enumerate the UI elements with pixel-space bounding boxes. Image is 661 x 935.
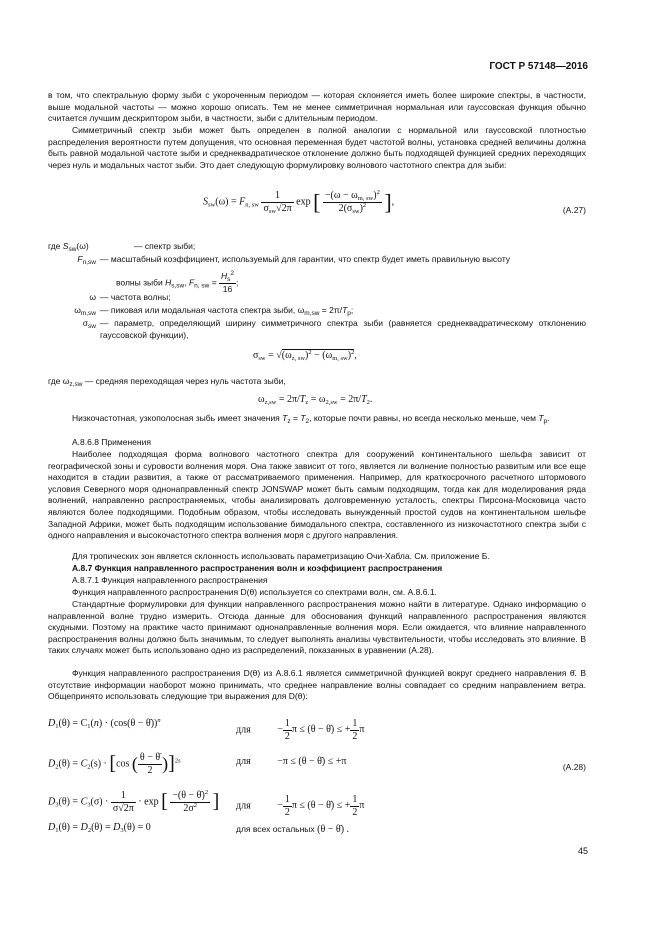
equation-number-a27: (A.27) <box>562 205 586 215</box>
definition-text: — средняя переходящая через нуль частота зыби, <box>84 376 286 386</box>
equation-number-a28: (A.28) <box>562 762 586 772</box>
paragraph-symmetric-spectrum: Симметричный спектр зыби может быть определен в полной аналогии с нормальной или гауссовской плотностью распределения вероятности путем допущения, что основная переменная будет частотой волны, установка средней величины должна быть равной модальной частоте зыби и среднеквадратическое отклонение должно быть подходящей функцией средних переходящих через нуль и модальных частот зыби. Это дает следующую формулировку волнового частотного спектра для зыби: <box>48 125 586 170</box>
paragraph-applications: Наиболее подходящая форма волнового частотного спектра для сооружений континентального шельфа зависит от географической зоны и суровости волнения моря. Она также зависит от того, является ли волнение полностью развитым или все еще находится в стадии развития, а также от рассматриваемого применения. Например, для краткосрочного расчетного штормового условия Северного моря однонаправленный спектр JONSWAP может быть самым подходящим, тогда как для моделирования ряда волнений, направленно распространяемых, чтобы анализировать долговременную усталость, спектры Пирсона-Московица часто являются более подходящими. Подобным образом, чтобы исследовать вынужденный простой судов на континентальном шельфе Западной Африки, может быть подходящим использование бимодального спектра, составленного из низкочастотного спектра зыби с одного направления и высокочастотного спектра волнения моря с другого направления. <box>48 449 586 541</box>
definition-text: — масштабный коэффициент, используемый для гарантии, что спектр будет иметь правильную высоту <box>100 254 511 264</box>
definition-text: — параметр, определяющий ширину симметричного спектра зыби (равняется среднеквадратическому отклонению гауссовской функции), <box>100 318 586 340</box>
equation-a27: $S_{sw}(\omega) = F_{n, sw}$ $\frac{1}{\sigma_{sw}√2\pi}$ exp [ $\frac{-(\omega - \omega_{m, sw})^2}{2(\sigma_{sw})^2}$ ], <box>203 189 395 215</box>
equation-d2: $D_2(\theta) = C_2(s) \cdot [\cos$ ( $\frac{\theta - \thetā}{2}$ )]$^{2s}$ <box>48 752 181 776</box>
paragraph-directional-function: Функция направленного распространения D(θ) используется со спектрами волн, см. А.8.6.1. <box>72 587 437 597</box>
definition-text: волны зыби <box>116 277 163 288</box>
paragraph-low-frequency: Низкочастотная, узкополосная зыбь имеет значения $T_z = T_2$, которые почти равны, но всегда несколько меньше, чем $T_p$. <box>72 413 550 425</box>
definition-text: — пиковая или модальная частота спектра зыби, <box>100 305 296 315</box>
paragraph-standard-formulas: Стандартные формулировки для функции направленного распространения можно найти в литературе. Однако информацию о направленной волне трудно измерить. Отсюда данные для обоснования функций направленного распространения являются скудными. Поэтому на практике часто принимают однонаправленные волнения моря. Если ожидается, что влияние направленного распространения волны должно быть значимым, то следует выполнять анализы чувствительности, чтобы исследовать это влияние. В таких случаях может быть использовано одно из распределений, показанных в уравнении (А.28). <box>48 599 586 656</box>
equation-omega-z: $\omega_{z,sw} = 2\pi/T_z = \omega_{2,sw} = 2\pi/T_2$. <box>258 394 373 406</box>
definition-text: — спектр зыби; <box>134 241 196 251</box>
section-a87-heading: А.8.7 Функция направленного распространения волн и коэффициент распространения <box>72 563 443 573</box>
section-a868-heading: А.8.6.8 Применения <box>72 437 151 447</box>
definition-text: — частота волны; <box>100 292 171 302</box>
condition-d2: для −π ≤ (θ − θ̄) ≤ +π <box>236 756 347 767</box>
document-page: ГОСТ Р 57148—2016 в том, что спектральную форму зыби с укороченным периодом — которая склоняется иметь более широкие спектры, в частности, выше модальной частоты — можно хорошо описать. Тем не менее симметричная нормальная или гауссовская функция обычно считается лучшим дескриптором зыби, в частности, зыби с длительным периодом. Симметричный спектр зыби может быть определен в полной аналогии с нормальной или гауссовской плотностью распределения вероятности путем допущения, что основная переменная будет частотой волны, установка средней величины должна быть равной модальной частоте зыби и среднеквадратическое отклонение должно быть подходящей функцией средних переходящих через нуль и модальных частот зыби. Это дает следующую формулировку волнового частотного спектра для зыби: $S_{sw}(\omega) = F_{n, sw}$ $\frac{1}{\sigma_{sw}√2\pi}$ exp [ $\frac{-(\omega - \omega_{m, sw})^2}{2(\sigma_{sw})^2}$ ], (A.27) где $S_{sw}(\omega)$ — спектр зыби; $F_{n,sw}$ — масштабный коэффициент, используемый для гарантии, что спектр будет иметь правильную высоту волны зыби $H_{s,sw}$, $F_{n, sw}$ = $\frac{H_s^2}{16}$ ; ω — частота волны; $\omega_{m,sw}$ — пиковая или модальная частота спектра зыби, $\omega_{m,sw} = 2\pi/T_p$; $\sigma_{sw}$ — параметр, определяющий ширину симметричного спектра зыби (равняется среднеквадратическому отклонению гауссовской функции), $\sigma_{sw} = √(\omega_{z, sw})^2 - (\omega_{m, sw})^2$, где $\omega_{z,sw}$ — средняя переходящая через нуль частота зыби, $\omega_{z,sw} = 2\pi/T_z = \omega_{2,sw} = 2\pi/T_2$. Низкочастотная, узкополосная зыбь имеет значения $T_z = T_2$, которые почти равны, но всегда несколько меньше, чем $T_p$. А.8.6.8 Применения Наиболее подходящая форма волнового частотного спектра для сооружений континентального шельфа зависит от географической зоны и суровости волнения моря. Она также зависит от того, является ли волнение полностью развитым или все еще находится в стадии развития, а также от рассматриваемого применения. Например, для краткосрочного расчетного штормового условия Северного моря однонаправленный спектр JONSWAP может быть самым подходящим, тогда как для моделирования ряда волнений, направленно распространяемых, чтобы анализировать долговременную усталость, спектры Пирсона-Московица часто являются более подходящими. Подобным образом, чтобы исследовать вынужденный простой судов на континентальном шельфе Западной Африки, может быть подходящим использование бимодального спектра, составленного из низкочастотного спектра зыби с одного направления и высокочастотного спектра волнения моря с другого направления. Для тропических зон является склонность использовать параметризацию Очи-Хабла. См. приложение Б. А.8.7 Функция направленного распространения волн и коэффициент распространения А.8.7.1 Функция направленного распространения Функция направленного распространения D(θ) используется со спектрами волн, см. А.8.6.1. Стандартные формулировки для функции направленного распространения можно найти в литературе. Однако информацию о направленной волне трудно измерить. Отсюда данные для обоснования функций направленного распространения являются скудными. Поэтому на практике часто принимают однонаправленные волнения моря. Если ожидается, что влияние направленного распространения волны должно быть значимым, то следует выполнять анализы чувствительности, чтобы исследовать это влияние. В таких случаях может быть использовано одно из распределений, показанных в уравнении (А.28). Функция направленного распространения D(θ) из А.8.6.1 является симметричной функцией вокруг среднего направления θ̄. В отсутствие информации наоборот можно принимать, что среднее направление волны совпадает со средним направлением ветра. Общепринято использовать следующие три выражения для D(θ): $D_1(\theta) = C_1(n) \cdot (\cos(\theta$ − θ̄))$^n$ для − $\frac{1}{2}$ π ≤ (θ − θ̄) ≤ + $\frac{1}{2}$ π $D_2(\theta) = C_2(s) \cdot [\cos$ ( $\frac{\theta - \thetā}{2}$ )]$^{2s}$ для −π ≤ (θ − θ̄) ≤ +π (A.28) $D_3(\theta) = C_3(\sigma)$ · $\frac{1}{\sigma√2\pi}$ · exp [ $\frac{-(\theta - \thetā)^2}{2\sigma^2}$ ] для − $\frac{1}{2}$ π ≤ (θ − θ̄) ≤ + $\frac{1}{2}$ π $D_1(\theta) = D_2(\theta) = D_3(\theta) = 0$ для всех остальных (θ − θ̄) . 45 <box>48 61 588 856</box>
condition-d1: для − $\frac{1}{2}$ π ≤ (θ − θ̄) ≤ + $\frac{1}{2}$ π <box>236 718 365 742</box>
equation-d-zero: $D_1(\theta) = D_2(\theta) = D_3(\theta) = 0$ <box>48 822 151 834</box>
paragraph-symmetric-function: Функция направленного распространения D(θ) из А.8.6.1 является симметричной функцией вокруг среднего направления θ̄. В отсутствие информации наоборот можно принимать, что среднее направление волны совпадает со средним направлением ветра. Общепринято использовать следующие три выражения для D(θ): <box>48 668 586 702</box>
paragraph-tropical: Для тропических зон является склонность использовать параметризацию Очи-Хабла. См. приложение Б. <box>72 551 490 561</box>
paragraph-swell-shape: в том, что спектральную форму зыби с укороченным периодом — которая склоняется иметь более широкие спектры, в частности, выше модальной частоты — можно хорошо описать. Тем не менее симметричная нормальная или гауссовская функция обычно считается лучшим дескриптором зыби, в частности, зыби с длительным периодом. <box>48 90 586 124</box>
page-number: 45 <box>577 846 588 856</box>
equation-d3: $D_3(\theta) = C_3(\sigma)$ · $\frac{1}{\sigma√2\pi}$ · exp [ $\frac{-(\theta - \thetā)^2}{2\sigma^2}$ ] <box>48 789 220 814</box>
equation-sigma-sw: $\sigma_{sw} = √(\omega_{z, sw})^2 - (\omega_{m, sw})^2$, <box>253 349 357 362</box>
section-a871-heading: А.8.7.1 Функция направленного распространения <box>72 575 268 585</box>
where-label: где <box>48 241 61 251</box>
standard-header: ГОСТ Р 57148—2016 <box>489 61 588 72</box>
condition-d3: для − $\frac{1}{2}$ π ≤ (θ − θ̄) ≤ + $\frac{1}{2}$ π <box>236 794 365 818</box>
equation-d1: $D_1(\theta) = C_1(n) \cdot (\cos(\theta$ − θ̄))$^n$ <box>48 717 161 730</box>
condition-all-other: для всех остальных (θ − θ̄) . <box>236 824 350 835</box>
